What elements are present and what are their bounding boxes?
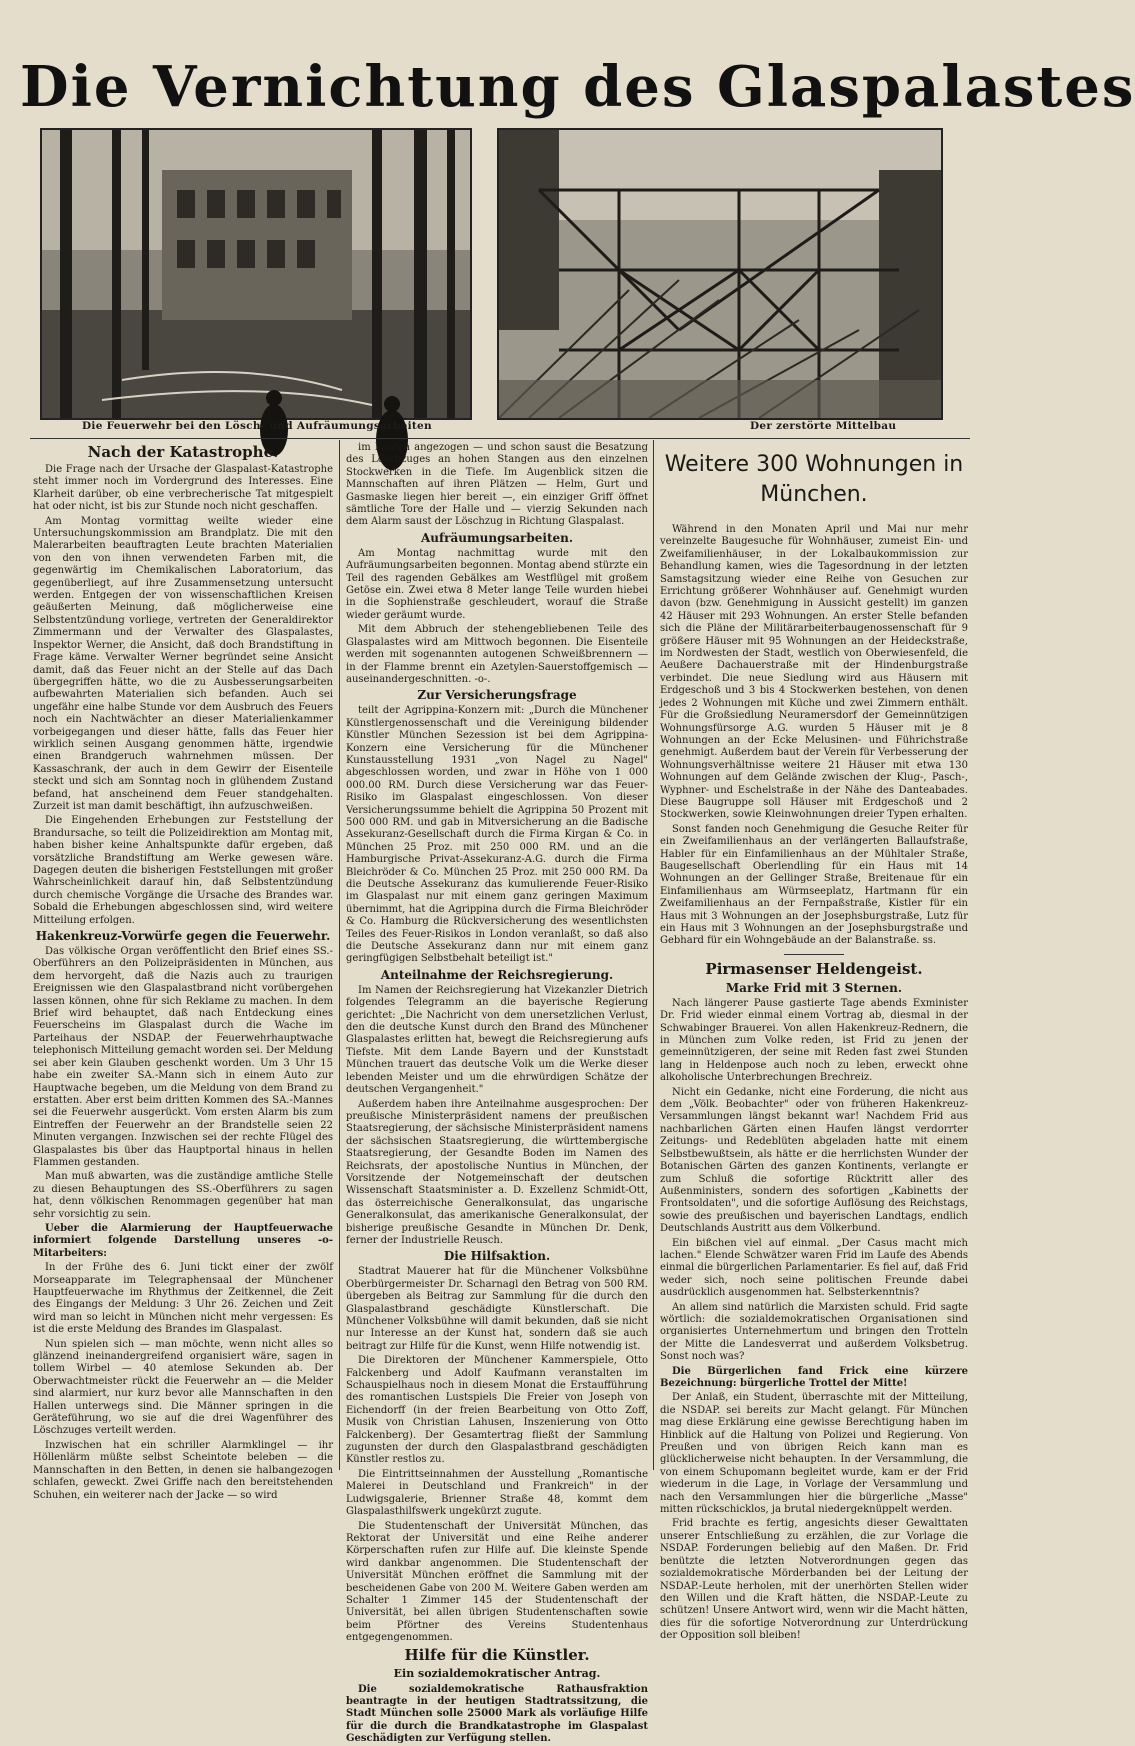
masthead-title: Die Vernichtung des Glaspalastes xyxy=(20,54,1135,120)
paragraph: Das völkische Organ veröffentlicht den Brief eines SS.-Oberführers an den Polizeipräsidenten in München, aus dem hervorgeht, daß die Nazis auch zu traurigen Ereignissen wie den Glaspalastbrand nicht vorübergehen lassen können, ohne für sich Reklame zu machen. In dem Brief wird behauptet, daß nach Entdeckung eines Feuerscheins im Glaspalast durch die Wache im Parteihaus der NSDAP. der Feuerwehrhauptwache telephonisch Mitteilung gemacht worden sei. Der Meldung sei aber kein Glauben geschenkt worden. Um 3 Uhr 15 habe ein zweiter SA.-Mann sich in einem Auto zur Hauptwache begeben, um die Meldung von dem Brand zu erstatten. Aber erst beim dritten Kommen des SA.-Mannes sei die Feuerwehr ausgerückt. Vom ersten Alarm bis zum Eintreffen der Feuerwehr an der Brandstelle seien 22 Minuten vergangen. Inzwischen sei der rechte Flügel des Glaspalastes bis über das Hauptportal hinaus in hellen Flammen gestanden. xyxy=(33,946,333,1168)
paragraph: Nicht ein Gedanke, nicht eine Forderung, die nicht aus dem „Völk. Beobachter" oder von früheren Hakenkreuz-Versammlungen längst bekannt war! Nachdem Frid aus nachbarlichen Gärten einen Haufen längst verdorrter Zeitungs- und Redeblüten abgeladen hatte mit einem Selbstbewußtsein, als hätte er die herrlichsten Wunder der Botanischen Gärten des ganzen Kontinents, verlangte er zum Schluß die sofortige Rücktritt aller des Außenministers, sondern des sofortigen „Kabinetts der Frontsoldaten", und die sofortige Auflösung des Reichstags, sowie des preußischen und bayerischen Landtags, endlich Deutschlands Austritt aus dem Völkerbund. xyxy=(660,1086,968,1235)
paragraph: Frid brachte es fertig, angesichts dieser Gewalttaten unserer Entschließung zu erzählen, die zur Vorlage die NSDAP. Forderungen beliebig auf den Maßen. Dr. Frid benützte die letzten Notverordnungen gegen das sozialdemokratische Mörderbanden bei der Leitung der NSDAP.-Leute herholen, mit der unerhörten Stellen wider den Willen und die Kraft hätten, die NSDAP.-Leute zu schützen! Unsere Antwort wird, wenn wir die Macht hätten, dies für die sofortige Notverordnung zur Unterdrückung der Opposition soll bleiben! xyxy=(660,1518,968,1642)
paragraph: Während in den Monaten April und Mai nur mehr vereinzelte Baugesuche für Wohnhäuser, zumeist Ein- und Zweifamilienhäuser, in der Lokalbaukommission zur Behandlung kamen, wies die Tagesordnung in der letzten Samstagsitzung wieder eine Reihe von Gesuchen zur Errichtung größerer Wohnhäuser auf. Genehmigt wurden davon (bzw. Genehmigung in Aussicht gestellt) im ganzen 42 Häuser mit 293 Wohnungen. An erster Stelle befanden sich die Pläne der Militärarbeiterbaugenossenschaft für 9 größere Häuser mit 95 Wohnungen an der Heideckstraße, im Nordwesten der Stadt, westlich von Oberwiesenfeld, die Aeußere Dachauerstraße mit der Hindenburgstraße verbindet. Die neue Siedlung wird aus Häusern mit Erdgeschoß und 3 bis 4 Stockwerken bestehen, von denen jedes 2 Wohnungen mit Küche und zwei Zimmern enthält. Für die Großsiedlung Neuramersdorf der Gemeinnützigen Wohnungsfürsorge A.G. wurden 5 Häuser mit je 8 Wohnungen an der Ecke Melusinen- und Führichstraße genehmigt. Außerdem baut der Verein für Verbesserung der Wohnungsverhältnisse weitere 21 Häuser mit etwa 130 Wohnungen auf dem Gelände zwischen der Klug-, Pasch-, Wyphner- und Eschelstraße in der Nähe des Danteabades. Diese Baugruppe soll Häuser mit Erdgeschoß und 2 Stockwerken, sowie Kleinwohnungen dreier Typen erhalten. xyxy=(660,524,968,821)
headline-aufraeumungsarbeiten: Aufräumungsarbeiten. xyxy=(420,530,574,545)
paragraph: Ueber die Alarmierung der Hauptfeuerwache informiert folgende Darstellung unseres -o-Mitarbeiters: xyxy=(33,1222,333,1259)
headline-hilfe-fuer-kuenstler: Hilfe für die Künstler. xyxy=(404,1645,590,1664)
paragraph: In der Frühe des 6. Juni tickt einer der zwölf Morseapparate im Telegraphensaal der Münchener Hauptfeuerwache im Rhythmus der Zeitkennel, die Zeit des Eingangs der Meldung: 3 Uhr 26. Zeichen und Zeit wird man so leicht in München nicht mehr vergessen: Es ist die erste Meldung des Brandes im Glaspalast. xyxy=(33,1262,333,1336)
paragraph: Die Eingehenden Erhebungen zur Feststellung der Brandursache, so teilt die Polizeidirektion am Montag mit, haben bisher keine Anhaltspunkte dafür ergeben, daß vorsätzliche Brandstiftung am Werke gewesen wäre. Dagegen deuten die bisherigen Feststellungen mit großer Wahrscheinlichkeit darauf hin, daß Selbstentzündung durch chemische Vorgänge die Ursache des Brandes war. Sobald die Erhebungen abgeschlossen sind, wird weitere Mitteilung erfolgen. xyxy=(33,815,333,926)
headline-anteilnahme-reichsregierung: Anteilnahme der Reichsregierung. xyxy=(380,967,614,982)
column-rule-1 xyxy=(339,440,340,1470)
paragraph: Die Eintrittseinnahmen der Ausstellung „Romantische Malerei in Deutschland und Frankreich" in der Ludwigsgalerie, Brienner Straße 48, kommt dem Glaspalasthilfswerk ungekürzt zugute. xyxy=(346,1468,648,1518)
paragraph: Am Montag nachmittag wurde mit den Aufräumungsarbeiten begonnen. Montag abend stürzte ein Teil des ragenden Gebälkes am Westflügel mit großem Getöse ein. Zwei etwa 8 Meter lange Teile wurden hiebei in die Sophienstraße geschleudert, worauf die Straße wieder geräumt wurde. xyxy=(346,547,648,621)
column-rule-2 xyxy=(653,440,654,1470)
photo-destroyed-building xyxy=(497,128,943,420)
caption-left: Die Feuerwehr bei den Lösch- und Aufräumungsarbeiten xyxy=(82,420,432,432)
column-2 xyxy=(346,442,648,1745)
paragraph: Die sozialdemokratische Rathausfraktion beantragte in der heutigen Stadtratssitzung, die Stadt München solle 25000 Mark als vorläufige Hilfe für die durch die Brandkatastrophe im Glaspalast Geschädigten zur Verfügung stellen. xyxy=(346,1683,648,1745)
paragraph: Stadtrat Mauerer hat für die Münchener Volksbühne Oberbürgermeister Dr. Scharnagl den Betrag von 500 RM. übergeben als Beitrag zur Sammlung für die durch den Glaspalastbrand geschädigte Künstlerschaft. Die Münchener Volksbühne will damit bekunden, daß sie nicht nur Interesse an der Kunst hat, sondern daß sie auch beitragt zur Hilfe für die Kunst, wenn Hilfe notwendig ist. xyxy=(346,1266,648,1352)
paragraph: Die Studentenschaft der Universität München, das Rektorat der Universität und eine Reihe anderer Körperschaften rufen zur Hilfe auf. Die kleinste Spende wird dankbar angenommen. Die Studentenschaft der Universität München eröffnet die Sammlung mit der bescheidenen Gabe von 200 M. Weitere Gaben werden am Schalter 1 Zimmer 145 der Studentenschaft der Universität, bei allen übrigen Studentenschaften sowie beim Pförtner des Vereins Studentenhaus entgegengenommen. xyxy=(346,1520,648,1644)
photo-fire-brigade-image xyxy=(42,130,470,418)
caption-right: Der zerstörte Mittelbau xyxy=(750,420,897,432)
photo-fire-brigade xyxy=(40,128,472,420)
subheadline-marke-frid: Marke Frid mit 3 Sternen. xyxy=(725,980,903,995)
section-divider xyxy=(784,954,844,955)
paragraph: im Laufen angezogen — und schon saust die Besatzung des Löschzuges an hohen Stangen aus den einzelnen Stockwerken in die Tiefe. Im Augenblick sitzen die Mannschaften auf ihren Plätzen — Helm, Gurt und Gasmaske liegen hier bereit —, ein einziger Griff öffnet sämtliche Tore der Halle und — vierzig Sekunden nach dem Alarm saust der Löschzug in Richtung Glaspalast. xyxy=(346,442,648,528)
paragraph: Der Anlaß, ein Student, überraschte mit der Mitteilung, die NSDAP. sei bereits zur Macht gelangt. Für München mag diese Erklärung eine gewisse Berechtigung haben im Hinblick auf die Haltung von Polizei und Regierung. Von Preußen und von übrigen Reich kann man es glücklicherweise nicht behaupten. In der Versammlung, die von einem Schupomann begleitet wurde, kam er der Frid wiederum in die Lage, in Vorlage der Versammlung und nach den Versammlungen hier die bürgerliche „Masse" mitten rückschicklos, ja brutal niedergeknüppelt werden. xyxy=(660,1392,968,1516)
headline-weitere-300-wohnungen: Weitere 300 Wohnungen in München. xyxy=(664,452,964,507)
paragraph: Die Direktoren der Münchener Kammerspiele, Otto Falckenberg und Adolf Kaufmann veranstalten im Schauspielhaus noch in diesem Monat die Erstaufführung des romantischen Lustspiels Die Freier von Joseph von Eichendorff (in der freien Bearbeitung von Otto Zoff, Musik von Christian Lahusen, Inszenierung von Otto Falckenberg). Der Gesamtertrag fließt der Sammlung zugunsten der durch den Glaspalastbrand geschädigten Künstler restlos zu. xyxy=(346,1355,648,1466)
header-rule xyxy=(30,438,970,439)
paragraph: Im Namen der Reichsregierung hat Vizekanzler Dietrich folgendes Telegramm an die bayerische Regierung gerichtet: „Die Nachricht von dem unersetzlichen Verlust, den die deutsche Kunst durch den Brand des Münchener Glaspalastes erlitten hat, bewegt die Reichsregierung aufs Tiefste. Mit dem Lande Bayern und der Kunststadt München trauert das deutsche Volk um die Werke dieser lebenden Meister und um die ehrwürdigen Schätze der deutschen Vergangenheit." xyxy=(346,984,648,1096)
paragraph: Sonst fanden noch Genehmigung die Gesuche Reiter für ein Zweifamilienhaus an der verlängerten Ballaufstraße, Habler für ein Einfamilienhaus an der Mühltaler Straße, Baugesellschaft Oberlendling für ein Haus mit 14 Wohnungen an der Gellinger Straße, Breitenaue für ein Einfamilienhaus am Würmseeplatz, Hartmann für ein Zweifamilienhaus an der Fernpaßstraße, Kistler für ein Haus mit 3 Wohnungen an der Josephsburgstraße, Lutz für ein Haus mit 3 Wohnungen an der Josephsburgstraße und Gebhard für ein Wohngebäude an der Balanstraße. ss. xyxy=(660,823,968,947)
headline-versicherungsfrage: Zur Versicherungsfrage xyxy=(417,688,577,703)
paragraph: teilt der Agrippina-Konzern mit: „Durch die Münchener Künstlergenossenschaft und die Vereinigung bildender Künstler München Sezession ist bei dem Agrippina-Konzern eine Versicherung für die Münchener Kunstausstellung 1931 „von Nagel zu Nagel" abgeschlossen worden, und zwar in Höhe von 1 000 000.00 RM. Durch diese Versicherung war das Feuer-Risiko im Glaspalast eingeschlossen. Von dieser Versicherungssumme behielt die Agrippina 50 Prozent mit 500 000 RM. und gab in Mitversicherung an die Badische Assekuranz-Gesellschaft durch die Firma Kirgan & Co. in München 25 Proz. mit 250 000 RM. und an die Hamburgische Privat-Assekuranz-A.G. durch die Firma Bleichröder & Co. München 25 Proz. mit 250 000 RM. Da die Deutsche Assekuranz das kumulierende Feuer-Risiko im Glaspalast nur mit einem ganz geringen Maximum übernimmt, hat die Agrippina durch die Firma Bleichröder & Co. Hamburg die Rückversicherung des wesentlichsten Teiles des Feuer-Risikos in London veranlaßt, so daß also die Deutsche Assekuranz dann nur mit einem ganz geringfügigen Selbstbehalt beteiligt ist." xyxy=(346,705,648,965)
subheadline-sozialdemokratischer-antrag: Ein sozialdemokratischer Antrag. xyxy=(393,1666,601,1680)
paragraph: Inzwischen hat ein schriller Alarmklingel — ihr Höllenlärm müßte selbst Scheintote beleben — die Mannschaften in den Betten, in denen sie halbangezogen schlafen, geweckt. Zwei Griffe nach den bereitstehenden Schuhen, ein weiterer nach der Jacke — so wird xyxy=(33,1439,333,1501)
paragraph: Ein bißchen viel auf einmal. „Der Casus macht mich lachen." Elende Schwätzer waren Frid im Laufe des Abends einmal die bürgerlichen Parlamentarier. Es fiel auf, daß Frid weder sich, noch seine politischen Freunde dabei ausdrücklich ausgenommen hat. Selbsterkenntnis? xyxy=(660,1237,968,1299)
headline-hakenkreuz-vorwuerfe: Hakenkreuz-Vorwürfe gegen die Feuerwehr. xyxy=(35,929,331,944)
paragraph: Am Montag vormittag weilte wieder eine Untersuchungskommission am Brandplatz. Die mit den Malerarbeiten beauftragten Leute brachten Materialien von den von ihnen verwendeten Farben mit, die gegenwärtig im Chemikalischen Laboratorium, das gegenüberliegt, auf ihre Zusammensetzung untersucht werden. Entgegen der von wissenschaftlichen Kreisen geäußerten Meinung, daß möglicherweise eine Selbstentzündung vorliege, vertreten der Generaldirektor Zimmermann und der Verwalter des Glaspalastes, Inspektor Werner, die Ansicht, daß doch Brandstiftung in Frage käme. Verwalter Werner begründet seine Ansicht damit, daß das Feuer nicht an der Stelle auf das Dach übergegriffen hätte, wo die zu Ausbesserungsarbeiten aufbewahrten Materialien sich befanden. Auch sei ungefähr eine halbe Stunde vor dem Ausbruch des Feuers noch ein Nachtwächter an dieser Materialienkammer vorbeigegangen und dieser hätte, falls das Feuer hier wirklich seinen Ausgang genommen hätte, irgendwie einen Brandgeruch wahrnehmen müssen. Der Kassaschrank, der auch in dem Gewirr der Eisenteile steckt und sich am Sonntag noch in glühendem Zustand befand, hat anscheinend dem Feuer standgehalten. Zurzeit ist man damit beschäftigt, ihn aufzuschweißen. xyxy=(33,515,333,812)
headline-nach-der-katastrophe: Nach der Katastrophe. xyxy=(87,443,279,461)
photo-destroyed-building-image xyxy=(499,130,941,418)
paragraph: Außerdem haben ihre Anteilnahme ausgesprochen: Der preußische Ministerpräsident namens der preußischen Staatsregierung, der sächsische Ministerpräsident namens der sächsischen Staatsregierung, die württembergische Staatsregierung, der Gesandte Boden im Namen des Reichsrats, der apostolische Nuntius in München, der Vorsitzende der Notgemeinschaft der deutschen Wissenschaft Staatsminister a. D. Exzellenz Schmidt-Ott, das österreichische Generalkonsulat, das ungarische Generalkonsulat, das amerikanische Generalkonsulat, der bisherige preußische Gesandte in München Dr. Denk, ferner der Industrielle Reusch. xyxy=(346,1098,648,1246)
paragraph: Man muß abwarten, was die zuständige amtliche Stelle zu diesen Behauptungen des SS.-Oberführers zu sagen hat, denn völkischen Renommagen gegenüber hat man sehr vorsichtig zu sein. xyxy=(33,1171,333,1220)
paragraph: Nun spielen sich — man möchte, wenn nicht alles so glänzend ineinandergreifend organisiert wäre, sagen in tollem Wirbel — 40 atemlose Sekunden ab. Der Oberwachtmeister rückt die Feuerwehr an — die Melder sind alarmiert, nur kurz bevor alle Mannschaften in den Hallen unterwegs sind. Die Männer springen in die Geräteführung, wo sie auf die drei Wagenführer des Löschzuges verteilt werden. xyxy=(33,1338,333,1437)
paragraph: An allem sind natürlich die Marxisten schuld. Frid sagte wörtlich: die sozialdemokratischen Organisationen sind organisiertes Unternehmertum und bringen den Trotteln der Mitte die Landesverrat und außerdem Volksbetrug. Sonst noch was? xyxy=(660,1301,968,1363)
headline-hilfsaktion: Die Hilfsaktion. xyxy=(443,1249,551,1264)
column-3 xyxy=(660,442,968,1642)
paragraph: Mit dem Abbruch der stehengebliebenen Teile des Glaspalastes wird am Mittwoch begonnen. Die Eisenteile werden mit sogenannten autogenen Schweißbrennern — in der Flamme brennt ein Azetylen-Sauerstoffgemisch — auseinandergeschnitten. -o-. xyxy=(346,624,648,685)
column-1 xyxy=(33,442,333,1501)
paragraph: Die Bürgerlichen fand Frick eine kürzere Bezeichnung: bürgerliche Trottel der Mitte! xyxy=(660,1365,968,1389)
headline-pirmasenser-heldengeist: Pirmasenser Heldengeist. xyxy=(705,959,923,978)
paragraph: Nach längerer Pause gastierte Tage abends Exminister Dr. Frid wieder einmal einem Vortrag ab, diesmal in der Schwabinger Brauerei. Von allen Hakenkreuz-Rednern, die in München zum Volke reden, ist Frid zu jenen der gemeinnützigeren, der seine mit Reden fast zwei Stunden lang in Heldenpose auch noch zu leben, erweckt ohne alkoholische Unterbrechungen Brechreiz. xyxy=(660,997,968,1084)
paragraph: Die Frage nach der Ursache der Glaspalast-Katastrophe steht immer noch im Vordergrund des Interesses. Eine Klarheit darüber, ob eine verbrecherische Tat mitgespielt hat oder nicht, ist bis zur Stunde noch nicht geschaffen. xyxy=(33,464,333,513)
